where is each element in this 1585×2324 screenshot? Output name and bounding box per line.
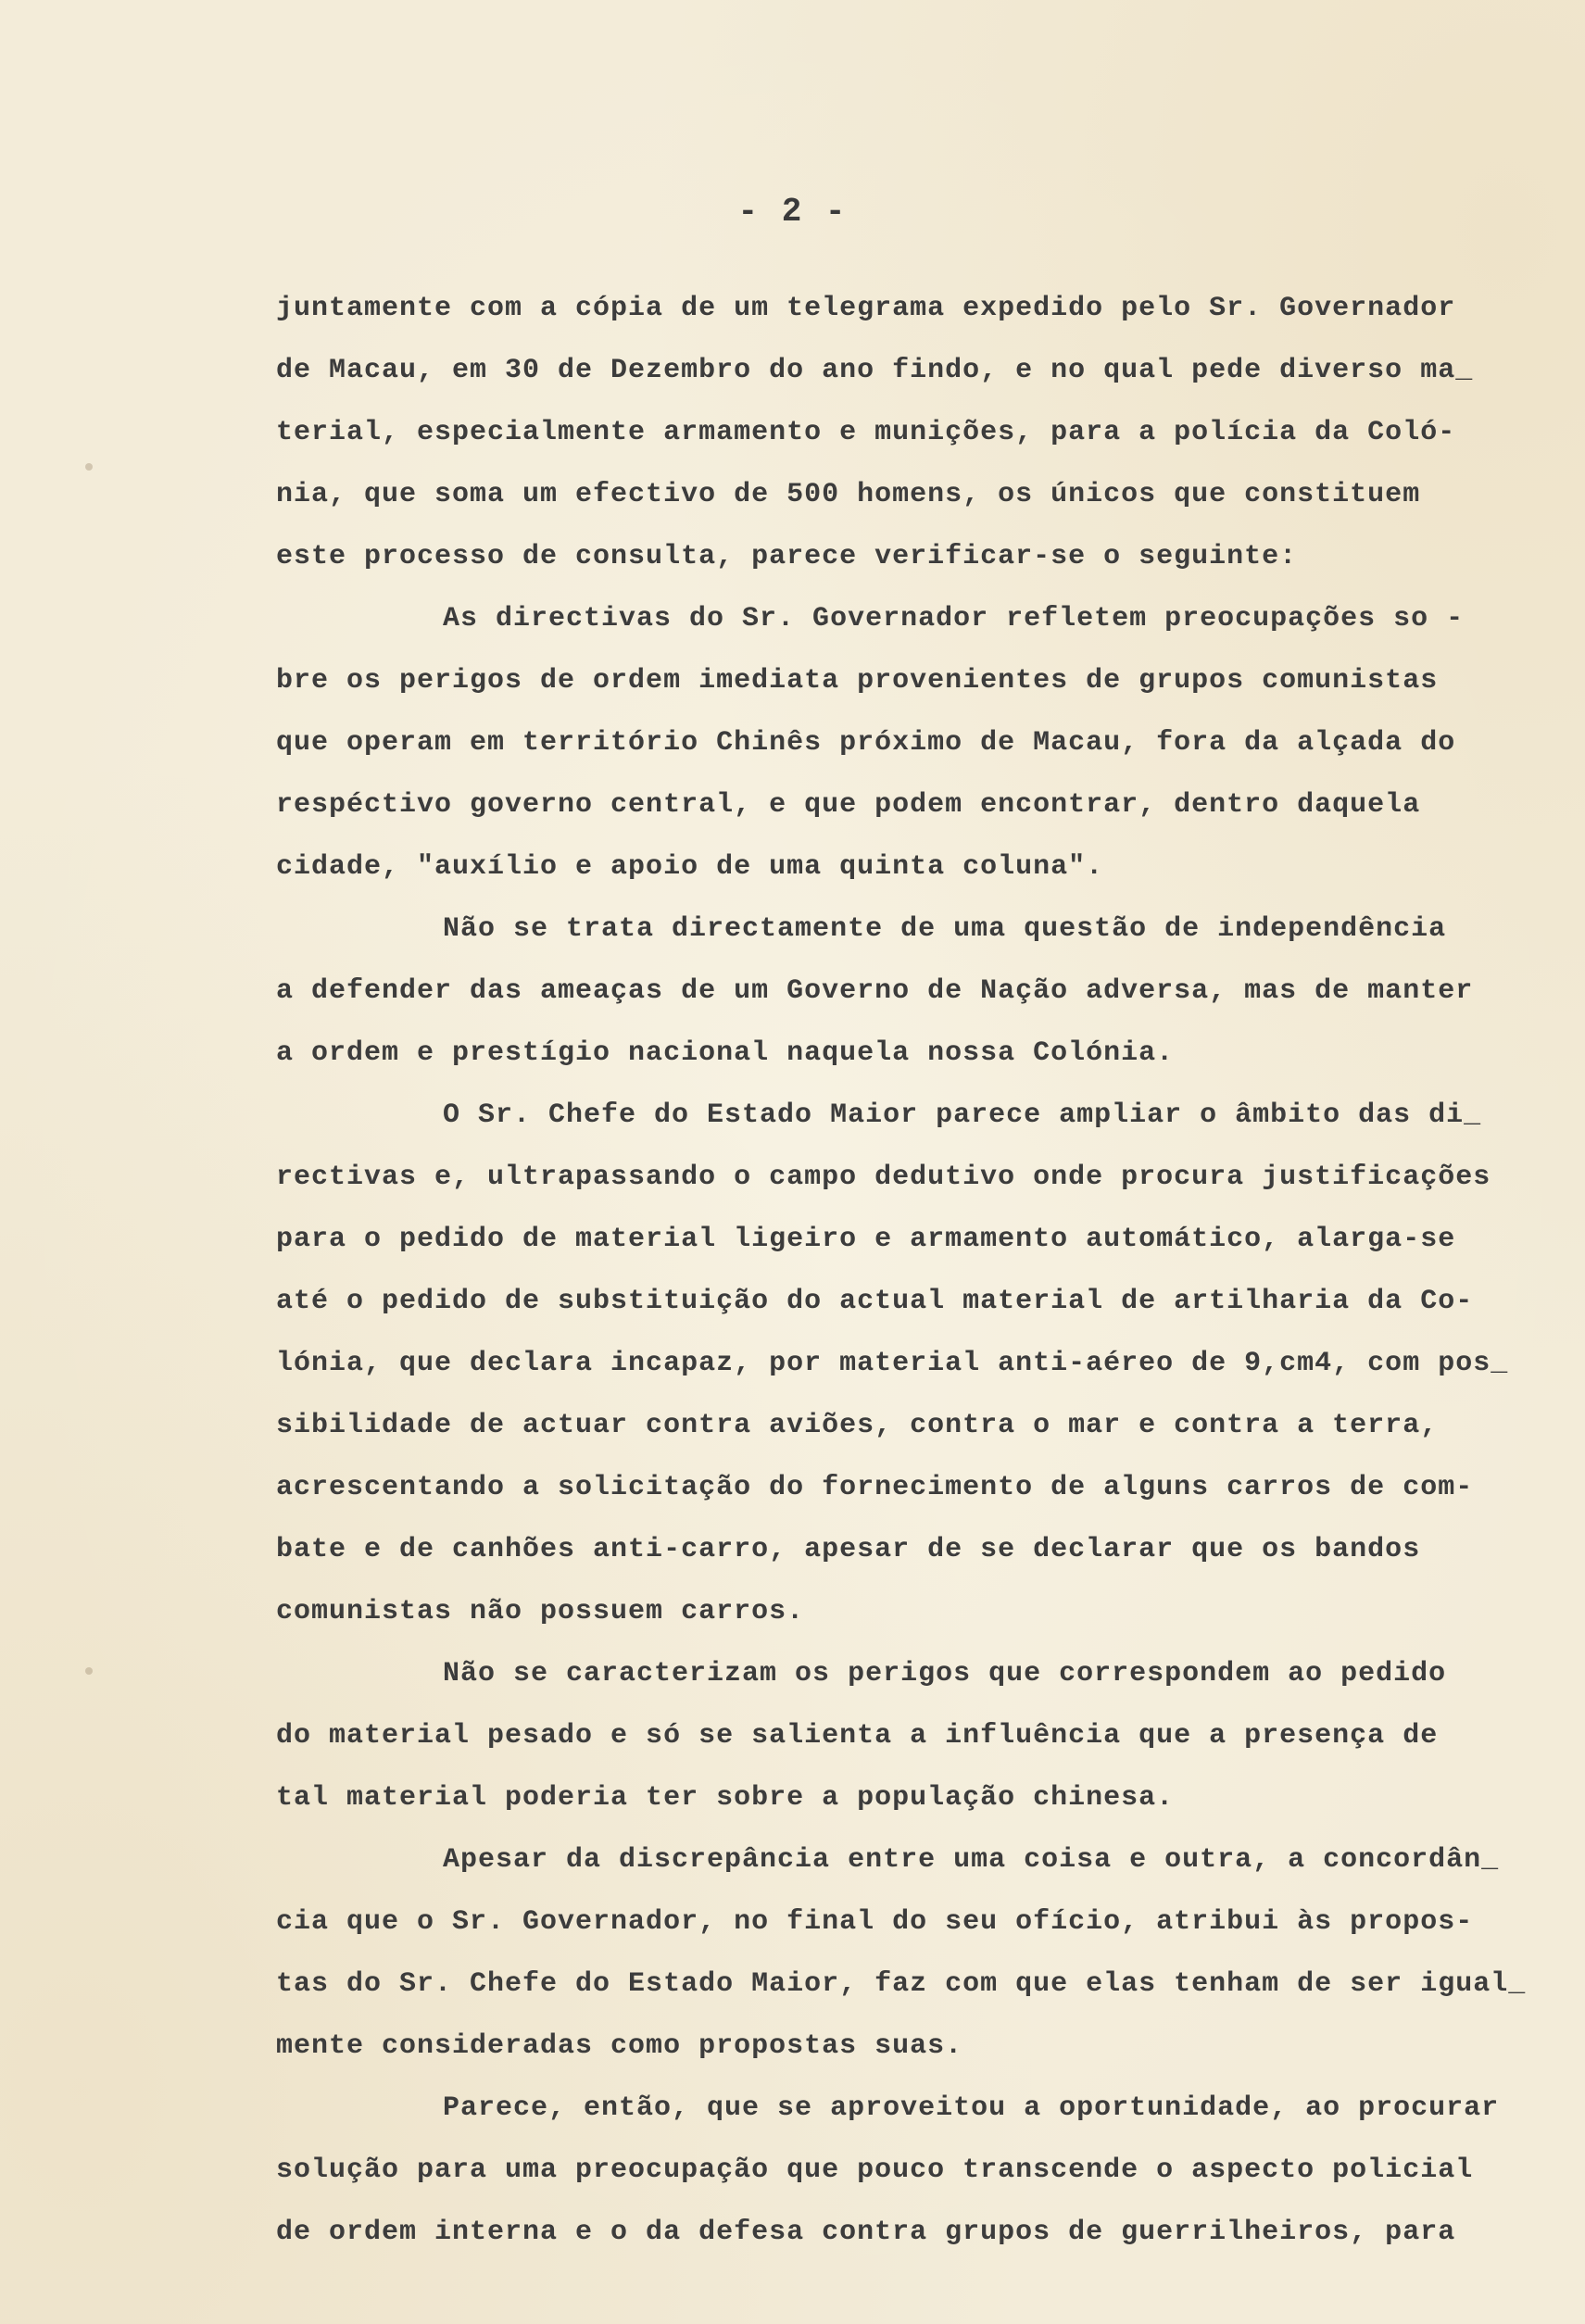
text-line: O Sr. Chefe do Estado Maior parece ampliar o âmbito das di_ [443,1099,1482,1131]
paragraph [276,278,1536,588]
text-line: bre os perigos de ordem imediata provenientes de grupos comunistas [276,665,1439,697]
text-line: este processo de consulta, parece verificar-se o seguinte: [276,541,1298,572]
text-line: nia, que soma um efectivo de 500 homens, os únicos que constituem [276,479,1421,510]
punch-hole-mark [85,1667,93,1675]
text-line: tas do Sr. Chefe do Estado Maior, faz com que elas tenham de ser igual_ [276,1968,1527,2000]
text-line: Não se caracterizam os perigos que correspondem ao pedido [443,1658,1447,1690]
text-line: sibilidade de actuar contra aviões, contra o mar e contra a terra, [276,1410,1439,1441]
text-line: Apesar da discrepância entre uma coisa e outra, a concordân_ [443,1844,1500,1876]
text-line: de Macau, em 30 de Dezembro do ano findo, e no qual pede diverso ma_ [276,355,1474,386]
document-body [276,278,1536,2264]
punch-hole-mark [85,463,93,471]
paragraph [276,2078,1536,2264]
paragraph [276,1643,1536,1829]
text-line: bate e de canhões anti-carro, apesar de se declarar que os bandos [276,1534,1421,1565]
text-line: até o pedido de substituição do actual material de artilharia da Co- [276,1286,1474,1317]
text-line: a ordem e prestígio nacional naquela nossa Colónia. [276,1037,1175,1069]
text-line: lónia, que declara incapaz, por material anti-aéreo de 9,cm4, com pos_ [276,1348,1509,1379]
text-line: tal material poderia ter sobre a população chinesa. [276,1782,1175,1814]
text-line: rectivas e, ultrapassando o campo dedutivo onde procura justificações [276,1162,1491,1193]
text-line: comunistas não possuem carros. [276,1596,805,1627]
text-line: para o pedido de material ligeiro e armamento automático, alarga-se [276,1224,1456,1255]
text-line: cidade, "auxílio e apoio de uma quinta coluna". [276,851,1104,883]
paragraph [276,588,1536,898]
text-line: de ordem interna e o da defesa contra grupos de guerrilheiros, para [276,2217,1456,2248]
text-line: As directivas do Sr. Governador refletem preocupações so - [443,603,1465,634]
text-line: respéctivo governo central, e que podem encontrar, dentro daquela [276,789,1421,821]
text-line: a defender das ameaças de um Governo de Nação adversa, mas de manter [276,975,1474,1007]
text-line: que operam em território Chinês próximo de Macau, fora da alçada do [276,727,1456,759]
text-line: cia que o Sr. Governador, no final do seu ofício, atribui às propos- [276,1906,1474,1938]
text-line: Parece, então, que se aproveitou a oportunidade, ao procurar [443,2092,1500,2124]
text-line: juntamente com a cópia de um telegrama expedido pelo Sr. Governador [276,293,1456,324]
text-line: terial, especialmente armamento e munições, para a polícia da Coló- [276,417,1456,448]
text-line: acrescentando a solicitação do fornecimento de alguns carros de com- [276,1472,1474,1503]
text-line: do material pesado e só se salienta a influência que a presença de [276,1720,1439,1752]
page-number: - 2 - [737,193,848,231]
text-line: Não se trata directamente de uma questão de independência [443,913,1447,945]
paragraph [276,1829,1536,2078]
paragraph [276,898,1536,1085]
text-line: solução para uma preocupação que pouco transcende o aspecto policial [276,2154,1474,2186]
paragraph [276,1085,1536,1643]
text-line: mente consideradas como propostas suas. [276,2030,963,2062]
